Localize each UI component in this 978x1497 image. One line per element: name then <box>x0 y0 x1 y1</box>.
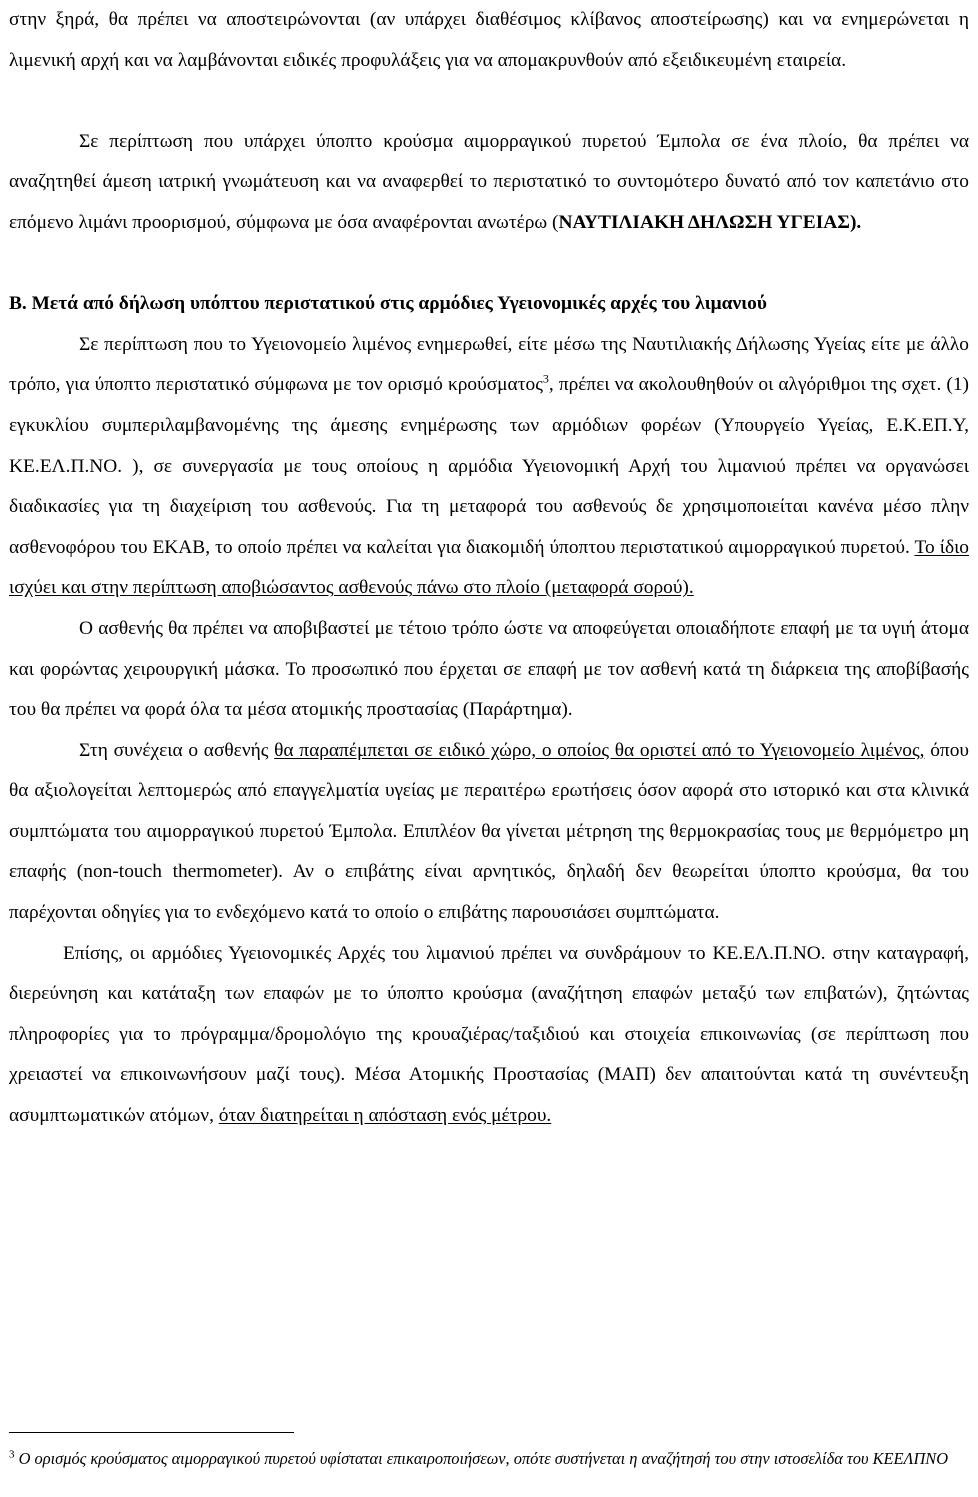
paragraph-gap <box>9 81 969 122</box>
paragraph-6-text-a: Επίσης, οι αρμόδιες Υγειονομικές Αρχές του λιμανιού πρέπει να συνδράμουν το ΚΕ.ΕΛ.Π.ΝΟ. στην καταγραφή, διερεύνηση και κατάταξη των επαφών με το ύποπτο κρούσμα (αναζήτηση επαφών μεταξύ των επιβατών), ζητώντας πληροφορίες για το πρόγραμμα/δρομολόγιο της κρουαζιέρας/ταξιδιού και στοιχεία επικοινωνίας (σε περίπτωση που χρειαστεί να επικοινωνήσουν μαζί τους). Μέσα Ατομικής Προστασίας (ΜΑΠ) δεν απαιτούνται κατά τη συνέντευξη ασυμπτωματικών ατόμων, <box>9 942 969 1127</box>
footnote-text: Ο ορισμός κρούσματος αιμορραγικού πυρετού υφίσταται επικαιροποιήσεων, οπότε συστήνεται η αναζήτησή του στην ιστοσελίδα του ΚΕΕΛΠΝΟ <box>14 1449 949 1468</box>
paragraph-2-bold-text: ΝΑΥΤΙΛΙΑΚΗ ΔΗΛΩΣΗ ΥΓΕΙΑΣ). <box>558 211 862 233</box>
paragraph-4 <box>9 609 969 731</box>
paragraph-3-underlined-text: Το ίδιο ισχύει και στην περίπτωση αποβιώσαντος ασθενούς πάνω στο πλοίο (μεταφορά σορού). <box>9 536 969 599</box>
footnote-separator <box>9 1432 294 1433</box>
paragraph-3-text-b: , πρέπει να ακολουθηθούν οι αλγόριθμοι της σχετ. (1) εγκυκλίου συμπεριλαμβανομένης της άμεσης ενημέρωσης των αρμόδιων φορέων (Υπουργείο Υγείας, Ε.Κ.ΕΠ.Υ, ΚΕ.ΕΛ.Π.ΝΟ. ), σε συνεργασία με τους οποίους η αρμόδια Υγειονομική Αρχή του λιμανιού πρέπει να οργανώσει διαδικασίες για τη διαχείριση του ασθενούς. Για τη μεταφορά του ασθενούς δε χρησιμοποιείται κανένα μέσο πλην ασθενοφόρου του ΕΚΑΒ, το οποίο πρέπει να καλείται για διακομιδή ύποπτου περιστατικού αιμορραγικού πυρετού. <box>9 374 970 558</box>
paragraph-2 <box>9 122 969 244</box>
paragraph-6 <box>9 934 969 1137</box>
paragraph-5 <box>9 731 969 934</box>
paragraph-2-text: Σε περίπτωση που υπάρχει ύποπτο κρούσμα αιμορραγικού πυρετού Έμπολα σε ένα πλοίο, θα πρέπει να αναζητηθεί άμεση ιατρική γνωμάτευση και να αναφερθεί το περιστατικό το συντομότερο δυνατό από τον καπετάνιο στο επόμενο λιμάνι προορισμού, σύμφωνα με όσα αναφέρονται ανωτέρω ( <box>9 130 969 233</box>
paragraph-1 <box>9 0 969 81</box>
paragraph-5-text-a: Στη συνέχεια ο ασθενής <box>79 739 275 761</box>
paragraph-5-text-b: όπου θα αξιολογείται λεπτομερώς από επαγγελματία υγείας με περαιτέρω ερωτήσεις όσον αφορά στο ιστορικό και στα κλινικά συμπτώματα του αιμορραγικού πυρετού Έμπολα. Επιπλέον θα γίνεται μέτρηση της θερμοκρασίας τους με θερμόμετρο μη επαφής (non-touch thermometer). Αν ο επιβάτης είναι αρνητικός, δηλαδή δεν θεωρείται ύποπτο κρούσμα, θα του παρέχονται οδηγίες για το ενδεχόμενο κατά το οποίο ο επιβάτης παρουσιάσει συμπτώματα. <box>9 739 969 924</box>
section-heading-b: Β. Μετά από δήλωση υπόπτου περιστατικού στις αρμόδιες Υγειονομικές αρχές του λιμανιού <box>9 293 767 315</box>
paragraph-6-underlined-text: όταν διατηρείται η απόσταση ενός μέτρου. <box>218 1105 552 1127</box>
paragraph-4-text: Ο ασθενής θα πρέπει να αποβιβαστεί με τέτοιο τρόπο ώστε να αποφεύγεται οποιαδήποτε επαφή με τα υγιή άτομα και φορώντας χειρουργική μάσκα. Το προσωπικό που έρχεται σε επαφή με τον ασθενή κατά τη διάρκεια της αποβίβασής του θα πρέπει να φορά όλα τα μέσα ατομικής προστασίας (Παράρτημα). <box>9 617 969 721</box>
footnote-number: 3 <box>9 1448 15 1461</box>
paragraph-gap <box>9 244 969 285</box>
document-page <box>9 0 970 1468</box>
paragraph-5-underlined-text: θα παραπέμπεται σε ειδικό χώρο, ο οποίος θα οριστεί από το Υγειονομείο λιμένος, <box>274 739 925 761</box>
paragraph-3 <box>9 325 969 609</box>
paragraph-1-text: στην ξηρά, θα πρέπει να αποστειρώνονται (αν υπάρχει διαθέσιμος κλίβανος αποστείρωσης) και να ενημερώνεται η λιμενική αρχή και να λαμβάνονται ειδικές προφυλάξεις για να απομακρυνθούν από εξειδικευμένη εταιρεία. <box>9 9 969 71</box>
footnote-ref-3: 3 <box>542 371 549 386</box>
footnote <box>9 1447 969 1471</box>
paragraph-3-text-a: Σε περίπτωση που το Υγειονομείο λιμένος ενημερωθεί, είτε μέσω της Ναυτιλιακής Δήλωσης Υγείας είτε με άλλο τρόπο, για ύποπτο περιστατικό σύμφωνα με τον ορισμό κρούσματος <box>9 333 969 396</box>
